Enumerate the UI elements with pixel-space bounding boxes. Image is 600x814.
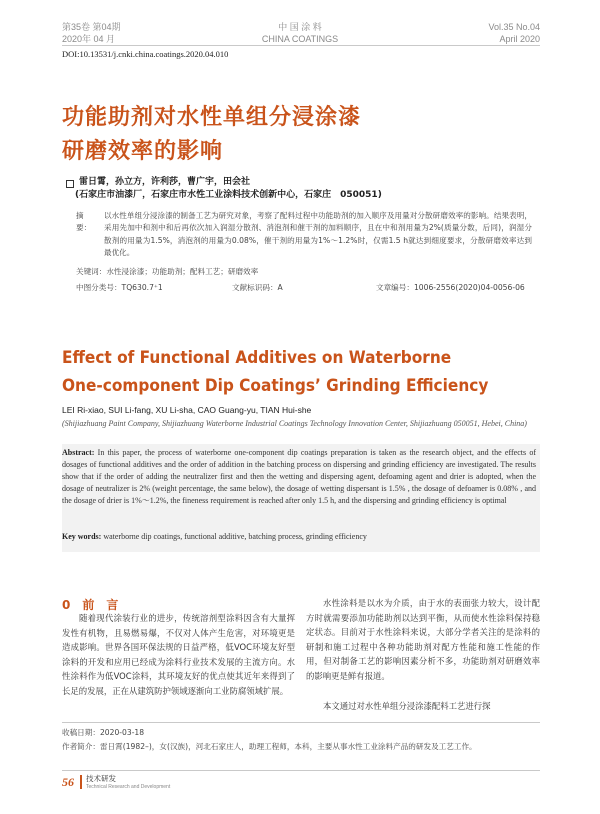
authors-cn: 雷日霄，孙立方，许利莎，曹广宇，田会社: [79, 177, 251, 187]
abstract-cn-label: 摘 要：: [76, 211, 92, 233]
title-en-line2: One-component Dip Coatings’ Grinding Efficiency: [62, 376, 489, 395]
keywords-en-text: waterborne dip coatings, functional additive, batching process, grinding efficiency: [101, 532, 367, 541]
received-date: 收稿日期：2020-03-18: [62, 728, 145, 737]
page-footer-rule: [62, 770, 540, 771]
affiliation-en: (Shijiazhuang Paint Company, Shijiazhuang Waterborne Industrial Coatings Technology Innovation Center, Shijiazhuang 050051, Hebei, China): [62, 419, 527, 428]
abstract-cn-text: 以水性单组分浸涂漆的制备工艺为研究对象，考察了配料过程中功能助剂的加入顺序及用量对分散研磨效率的影响。结果表明，采用先加中和剂中和后再依次加入润湿分散剂、消泡剂和催干剂的加料顺序，且在中和剂用量为2%(质量分数，后同)，润湿分散剂的用量为1.5%，消泡剂的用量为0.08%，催干剂的用量为1%～1.2%时，仅需1.5 h就达到细度要求，分散研磨效率达到最优化。: [104, 211, 532, 258]
journal-name-en: CHINA COATINGS: [261, 34, 339, 44]
footnote-rule: [62, 722, 540, 723]
abstract-en-label: Abstract:: [62, 448, 95, 457]
footer-accent-bar: [80, 775, 82, 789]
title-en-line1: Effect of Functional Additives on Waterborne: [62, 348, 452, 367]
abstract-en-text: In this paper, the process of waterborne one-component dip coatings preparation is taken as the research object, and the effects of dosages of functional additives and the order of addition in the batching process on dispersing and grinding efficiency are investigated. The results show that if the order of adding the neutralizer first and then the wetting and dispersing agent, defoaming agent and drier is adopted, when the dosage of neutralizer is 2% (weight percentage, the same below), the dosage of wetting dispersant is 1.5% , the dosage of defoamer is 0.08% , and the dosage of drier is 1%～1.2%, the fineness requirement is reached after only 1.5 h, and the dispersing and grinding efficiency is optimal: [62, 448, 536, 505]
volume-issue-cn: 第35卷 第04期: [62, 22, 121, 32]
title-cn-line2: 研磨效率的影响: [62, 139, 224, 164]
classification-number: 中图分类号：TQ630.7⁺1: [76, 283, 163, 292]
keywords-en: [62, 531, 536, 543]
doi: DOI:10.13531/j.cnki.china.coatings.2020.04.010: [62, 49, 229, 59]
body-paragraph-3: 本文通过对水性单组分浸涂漆配料工艺进行探: [323, 701, 491, 711]
body-paragraph-1: 随着现代涂装行业的进步，传统溶剂型涂料因含有大量挥发性有机物，且易燃易爆，不仅对人体产生危害，对环境更是造成影响。世界各国环保法规的日益严格，低VOC环境友好型涂料的开发和应用已经成为涂料行业技术发展的主流方向。水性涂料作为低VOC涂料，其环境友好的优点使其近年来得到了长足的发展，正在从建筑防护领域逐渐向工业防腐领域扩展。: [62, 613, 295, 696]
page-number: 56: [62, 775, 74, 789]
affiliation-cn: (石家庄市油漆厂，石家庄市水性工业涂料技术创新中心，石家庄 050051): [75, 190, 382, 200]
body-paragraph-2: 水性涂料是以水为介质，由于水的表面张力较大，设计配方时就需要添加功能助剂以达到平衡，从而使水性涂料保持稳定状态。目前对于水性涂料来说，大部分学者关注的是涂料的研制和施工过程中各种功能助剂对配方性能和施工性能的作用，但对制备工艺的影响因素分析不多，功能助剂对研磨效率的影响更是鲜有报道。: [306, 598, 540, 681]
section-heading-intro: 0 前 言: [62, 598, 119, 612]
author-bio: 作者简介：雷日霄(1982–)，女(汉族)，河北石家庄人，助理工程师，本科，主要从事水性工业涂料产品的研发及工艺工作。: [62, 742, 477, 751]
keywords-en-label: Key words:: [62, 532, 102, 541]
article-number: 文章编号：1006-2556(2020)04-0056-06: [376, 283, 525, 292]
authors-en: LEI Ri-xiao, SUI Li-fang, XU Li-sha, CAO Guang-yu, TIAN Hui-she: [62, 405, 312, 415]
date-en: April 2020: [499, 34, 540, 44]
volume-issue-en: Vol.35 No.04: [488, 22, 540, 32]
date-cn: 2020年 04 月: [62, 34, 116, 44]
column-name-en: Technical Research and Development: [86, 784, 171, 790]
abstract-en: [62, 447, 536, 507]
author-marker-icon: [66, 180, 74, 188]
journal-name-cn: 中 国 涂 料: [278, 22, 322, 32]
title-cn-line1: 功能助剂对水性单组分浸涂漆: [62, 105, 362, 130]
column-name-cn: 技术研发: [86, 774, 116, 783]
keywords-cn: 关键词：水性浸涂漆；功能助剂；配料工艺；研磨效率: [76, 267, 259, 276]
header-rule: [62, 45, 540, 46]
document-code: 文献标识码：A: [232, 283, 283, 292]
